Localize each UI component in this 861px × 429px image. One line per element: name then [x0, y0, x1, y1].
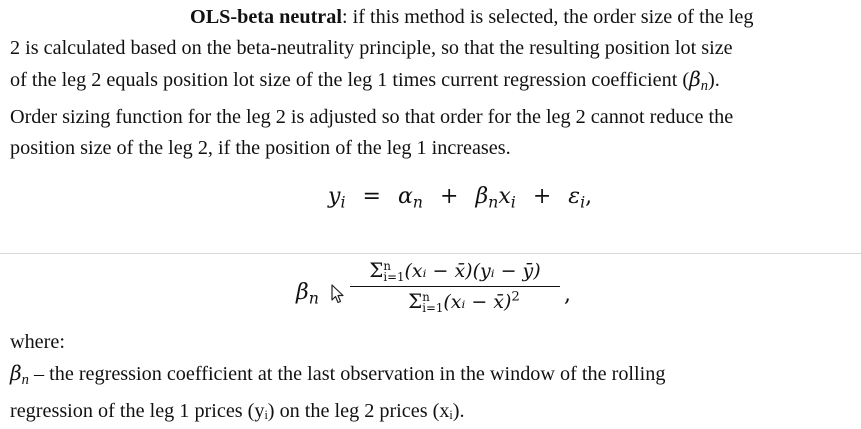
mouse-pointer-icon	[330, 284, 346, 304]
definitions	[10, 327, 856, 427]
desc-line-1: OLS-beta neutral: if this method is selected, the order size of the leg	[190, 6, 754, 28]
beta-symbol: $\beta_n$	[296, 280, 319, 308]
where-label: where:	[10, 331, 65, 353]
desc-line-3: of the leg 2 equals position lot size of the leg 1 times current regression coefficient $(\beta_n)$.	[10, 67, 720, 95]
fraction-numerator: Σ n i=1 (xᵢ − x̄)(yᵢ − ȳ)	[369, 258, 541, 284]
method-name: OLS-beta neutral	[190, 6, 342, 28]
section-divider	[0, 253, 861, 254]
desc-line-4: Order sizing function for the leg 2 is adjusted so that order for the leg 2 cannot reduce the	[10, 106, 734, 129]
fraction-denominator: Σ n i=1 (xᵢ − x̄)$^2$	[408, 288, 520, 315]
fraction	[350, 258, 560, 313]
beta-formula: $\beta_n$ Σ n i=1 (xᵢ − x̄)(yᵢ − ȳ) Σ n i=1 (xᵢ − x̄)$^2$ ,	[296, 258, 571, 315]
method-description	[10, 2, 856, 164]
desc-line-5: position size of the leg 2, if the position of the leg 1 increases.	[10, 137, 511, 160]
desc-line-2: 2 is calculated based on the beta-neutrality principle, so that the resulting position lot size	[10, 37, 733, 59]
regression-equation: $y_i = \alpha_n + \beta_nx_i + \varepsilon_i$,	[328, 184, 593, 212]
fraction-bar	[350, 286, 560, 287]
beta-definition-cont: regression of the leg 1 prices (yᵢ) on the leg 2 prices (xᵢ).	[10, 400, 465, 423]
beta-definition: $\beta_n$ – the regression coefficient at the last observation in the window of the rolling	[10, 361, 666, 389]
